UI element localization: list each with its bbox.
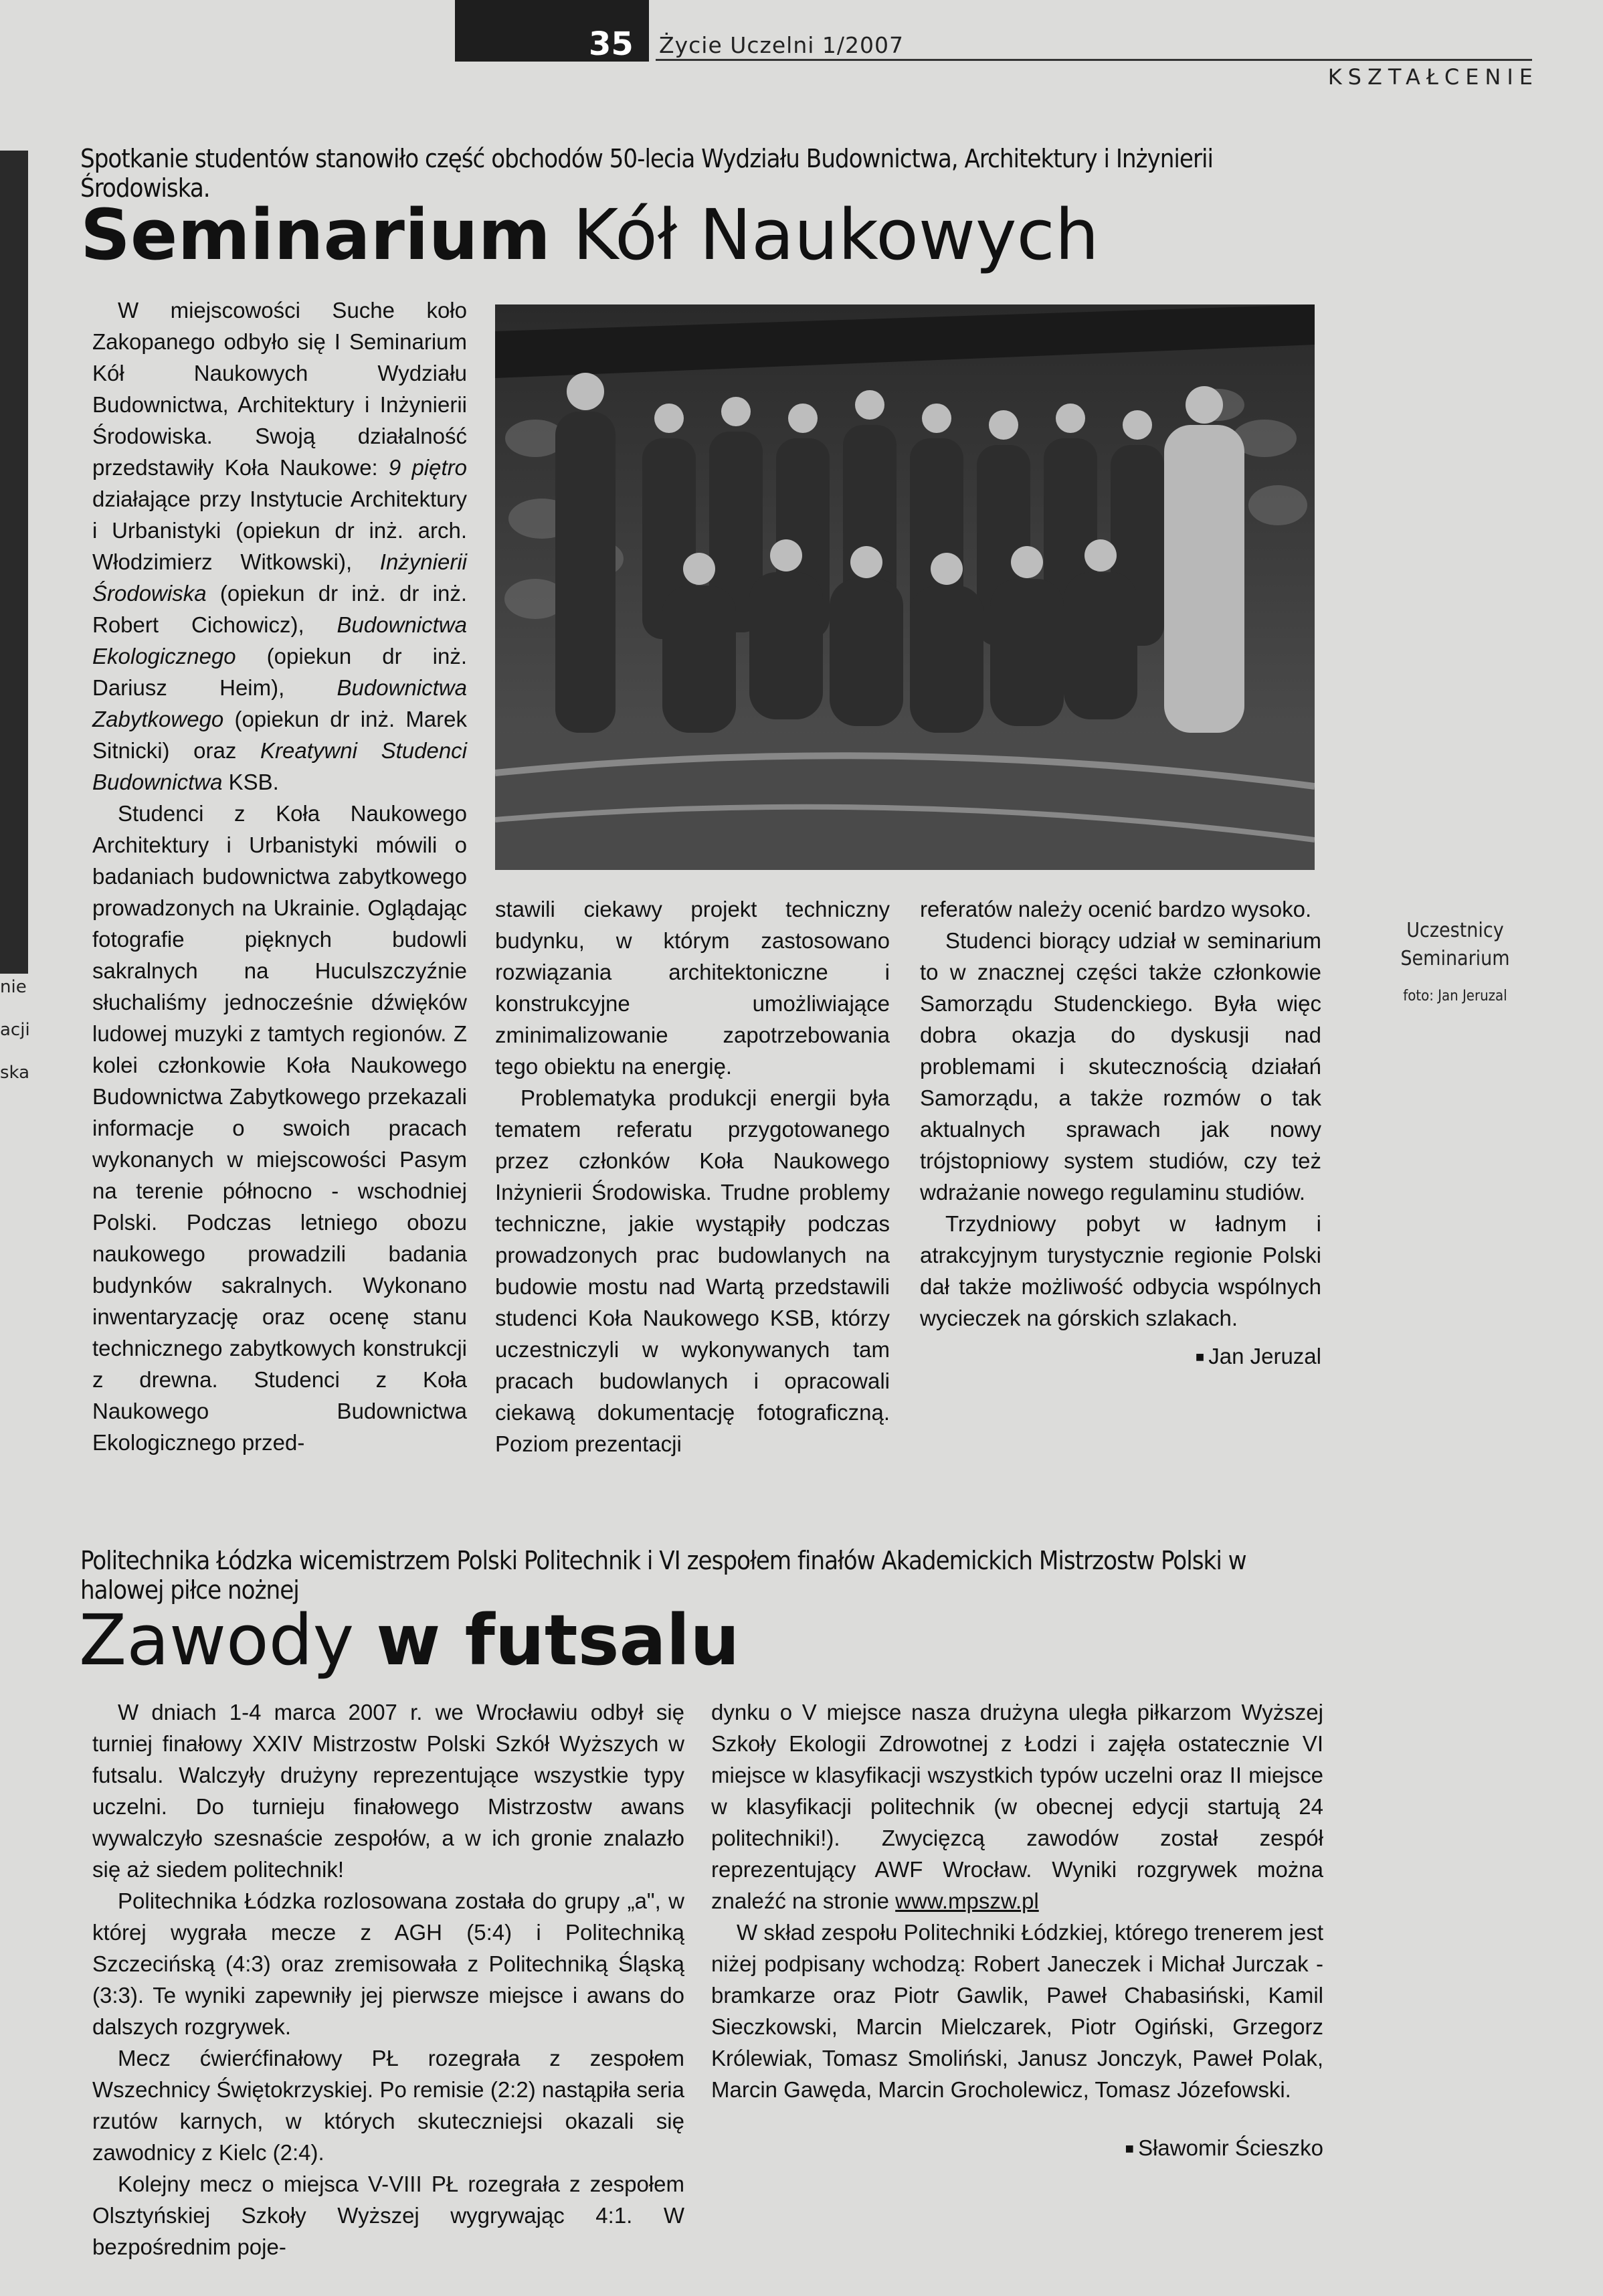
article1-title [80, 194, 1099, 276]
left-page-edge [0, 151, 28, 974]
paragraph: referatów należy ocenić bardzo wysoko. [920, 897, 1312, 921]
left-page-fragments [0, 977, 40, 1106]
article2-col1 [92, 1696, 684, 2263]
paragraph: Politechnika Łódzka rozlosowana została do grupy „a", w której wygrała mecze z AGH (5:4) i Politechniką Szczecińską (4:3) oraz zremisowała z Politechniką Śląską (3:3). Te wyniki zapewniły jej pierwsze miejsce i awans do dalszych rozgrywek. [92, 1888, 684, 2039]
paragraph: Trzydniowy pobyt w ładnym i atrakcyjnym turystycznie regionie Polski dał także możliwość odbycia wspólnych wycieczek na górskich szlakach. [920, 1211, 1321, 1330]
section-label: KSZTAŁCENIE [1327, 64, 1539, 90]
paragraph: dynku o V miejsce nasza drużyna uległa piłkarzom Wyższej Szkoły Ekologii Zdrowotnej z Łodzi i zajęła ostatecznie VI miejsce w klasyfikacji wszystkich typów uczelni oraz II miejsce w klasyfikacji politechnik (w obecnej edycji startują 24 politechniki!). Zwycięzcą zawodów został zespół reprezentujący AWF Wrocław. Wyniki rozgrywek można znaleźć na stronie www.mpszw.pl [711, 1700, 1323, 1913]
paragraph: W dniach 1-4 marca 2007 r. we Wrocławiu odbył się turniej finałowy XXIV Mistrzostw Polski Szkół Wyższych w futsalu. Walczyły drużyny reprezentujące wszystkie typy uczelni. Do turnieju finałowego Mistrzostw awans wywalczyło szesnaście zespołów, a w ich gronie znalazło się aż siedem politechnik! [92, 1700, 684, 1882]
paragraph: Problematyka produkcji energii była tematem referatu przygotowanego przez członków Koła Naukowego Inżynierii Środowiska. Trudne problemy techniczne, jakie wystąpiły podczas prowadzonych prac budowlanych na budowie mostu nad Wartą przedstawili studenci Koła Naukowego KSB, którzy uczestniczyli w wykonywanych tam pracach budowlanych i opracowali ciekawą dokumentację fotograficzną. Poziom prezentacji [495, 1085, 890, 1456]
group-photo-image [495, 304, 1315, 870]
title-bold: Seminarium [80, 194, 551, 276]
caption-line: Uczestnicy [1406, 919, 1504, 942]
fragment: nie [0, 977, 27, 997]
article1-col1 [92, 294, 467, 1458]
paragraph: W miejscowości Suche koło Zakopanego odbyło się I Seminarium Kół Naukowych Wydziału Budownictwa, Architektury i Inżynierii Środowiska. Swoją działalność przedstawiły Koła Naukowe: 9 piętro działające przy Instytucie Architektury i Urbanistyki (opiekun dr inż. arch. Włodzimierz Witkowski), Inżynierii Środowiska (opiekun dr inż. dr inż. Robert Cichowicz), Budownictwa Ekologicznego (opiekun dr inż. Dariusz Heim), Budownictwa Zabytkowego (opiekun dr inż. Marek Sitnicki) oraz Kreatywni Studenci Budownictwa KSB. [92, 298, 467, 794]
paragraph: Mecz ćwierćfinałowy PŁ rozegrała z zespołem Wszechnicy Świętokrzyskiej. Po remisie (2:2) nastąpiła seria rzutów karnych, w których skuteczniejsi okazali się zawodnicy z Kielc (2:4). [92, 2046, 684, 2165]
article2-title [79, 1599, 739, 1681]
group-photo [495, 304, 1315, 870]
header-rule [656, 59, 1532, 61]
photo-caption [1375, 917, 1535, 1010]
paragraph: stawili ciekawy projekt techniczny budynku, w którym zastosowano rozwiązania architektoniczne i konstrukcyjne umożliwiające zminimalizowanie zapotrzebowania tego obiektu na energię. [495, 897, 890, 1079]
photo-credit: foto: Jan Jeruzal [1403, 988, 1507, 1004]
caption-line: Seminarium [1400, 947, 1510, 970]
author: ■ Jan Jeruzal [920, 1340, 1321, 1373]
author: ■ Sławomir Ścieszko [711, 2132, 1323, 2164]
title-light: Kół Naukowych [573, 194, 1099, 276]
title-light: Zawody [79, 1599, 355, 1681]
article1-col3 [920, 893, 1321, 1373]
issue-title: Życie Uczelni 1/2007 [659, 32, 905, 58]
paragraph: Studenci biorący udział w seminarium to w znacznej części także członkowie Samorządu Studenckiego. Była więc dobra okazja do dyskusji nad problemami i skutecznością działań Samorządu, a także rozmów o tak aktualnych sprawach jak nowy trójstopniowy system studiów, czy też wdrażanie nowego regulaminu studiów. [920, 928, 1321, 1205]
page-number: 35 [589, 25, 634, 63]
article2-col2 [711, 1696, 1323, 2164]
fragment: ska [0, 1063, 30, 1083]
paragraph: Studenci z Koła Naukowego Architektury i Urbanistyki mówili o badaniach budownictwa zabytkowego prowadzonych na Ukrainie. Oglądając fotografie pięknych budowli sakralnych na Huculszczyźnie słuchaliśmy jednocześnie dźwięków ludowej muzyki z tamtych regionów. Z kolei członkowie Koła Naukowego Budownictwa Zabytkowego przekazali informacje o swoich pracach wykonanych w miejscowości Pasym na terenie północno - wschodniej Polski. Podczas letniego obozu naukowego prowadzili badania budynków sakralnych. Wykonano inwentaryzację oraz ocenę stanu technicznego zabytkowych konstrukcji z drewna. Studenci z Koła Naukowego Budownictwa Ekologicznego przed- [92, 801, 467, 1455]
title-bold: w futsalu [376, 1599, 740, 1681]
paragraph: Kolejny mecz o miejsca V-VIII PŁ rozegrała z zespołem Olsztyńskiej Szkoły Wyższej wygrywając 4:1. W bezpośrednim poje- [92, 2172, 684, 2259]
article1-col2 [495, 893, 890, 1460]
paragraph: W skład zespołu Politechniki Łódzkiej, którego trenerem jest niżej podpisany wchodzą: Robert Janeczek i Michał Jurczak - bramkarze oraz Piotr Gawlik, Paweł Chabasiński, Kamil Sieczkowski, Marcin Mielczarek, Piotr Ogiński, Grzegorz Królewiak, Tomasz Smoliński, Janusz Jonczyk, Paweł Polak, Marcin Gawęda, Marcin Grocholewicz, Tomasz Józefowski. [711, 1920, 1323, 2102]
fragment: acji [0, 1020, 30, 1040]
results-link[interactable]: www.mpszw.pl [895, 1888, 1039, 1913]
article1-kicker: Spotkanie studentów stanowiło część obchodów 50-lecia Wydziału Budownictwa, Architektury i Inżynierii Środowiska. [80, 144, 1214, 203]
article2-kicker: Politechnika Łódzka wicemistrzem Polski Politechnik i VI zespołem finałów Akademickich Mistrzostw Polski w halowej piłce nożnej [80, 1546, 1246, 1605]
